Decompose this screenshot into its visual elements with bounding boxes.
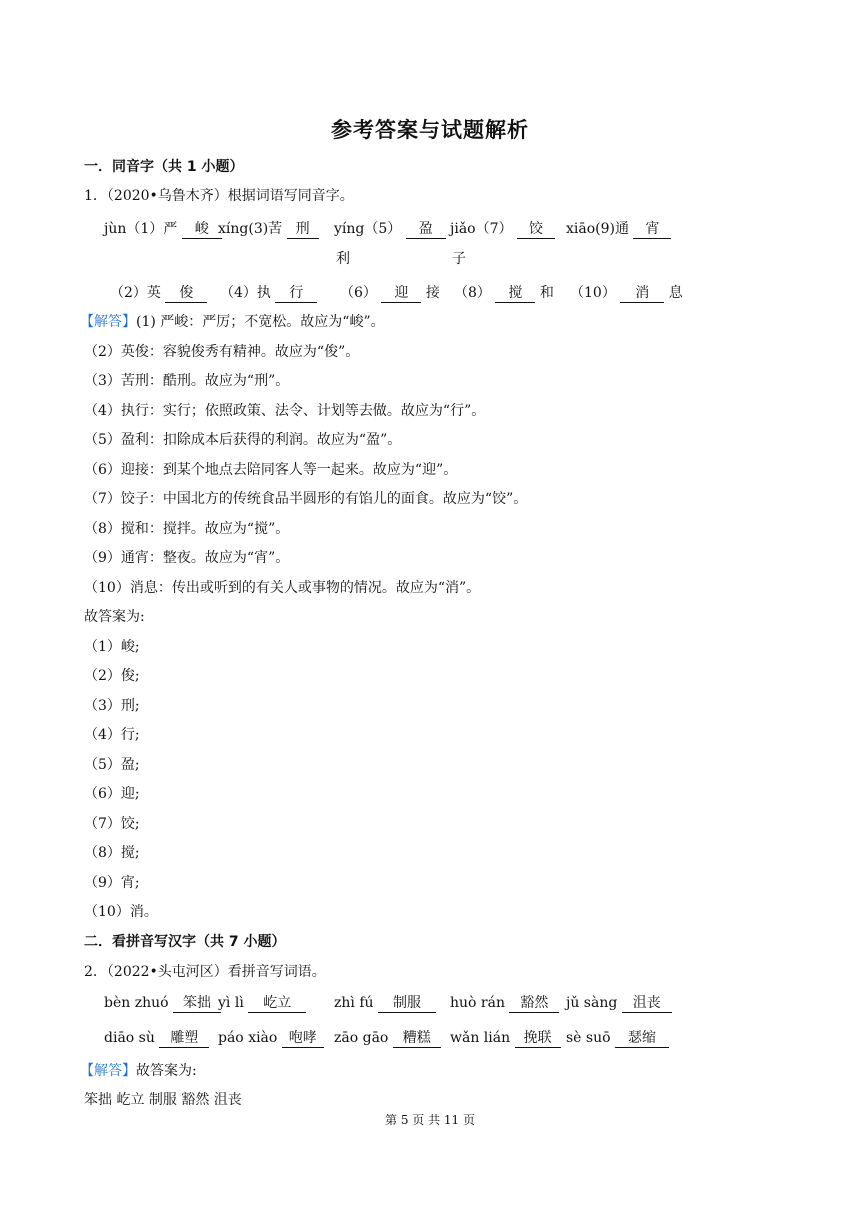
q1-final-9: （9）宵; — [84, 875, 140, 891]
q2-answer-line: 【解答】故答案为: — [80, 1063, 197, 1079]
q1-final-3: （3）刑; — [84, 698, 140, 714]
q1-final-7: （7）饺; — [84, 816, 140, 832]
q2-row2-item4: wǎn lián 挽联 — [450, 1029, 561, 1048]
q1-final-2: （2）俊; — [84, 668, 140, 684]
q1-explain-9: （9）通宵：整夜。故应为“宵”。 — [84, 550, 290, 566]
q1-explain-3: （3）苦刑：酷刑。故应为“刑”。 — [84, 373, 290, 389]
answer-tag: 【解答】 — [80, 314, 136, 330]
q1-row2-item4: （8） 搅 和 — [454, 285, 554, 301]
question-1-stem: 1．（2020•乌鲁木齐）根据词语写同音字。 — [84, 188, 354, 204]
q1-row1-item3: yíng（5） 盈 — [334, 218, 446, 239]
answer-blank: 宵 — [633, 220, 671, 239]
q1-final-4: （4）行; — [84, 727, 140, 743]
q1-explain-7: （7）饺子：中国北方的传统食品半圆形的有馅儿的面食。故应为“饺”。 — [84, 491, 528, 507]
q1-row1-item4: jiǎo（7） 饺 — [450, 218, 555, 239]
answer-tag: 【解答】 — [80, 1063, 136, 1079]
q2-row2-item1: diāo sù 雕塑 — [104, 1029, 209, 1048]
q1-row2-item5: （10） 消 息 — [570, 285, 683, 301]
q2-row1-item4: huò rán 豁然 — [450, 994, 559, 1013]
q1-final-10: （10）消。 — [84, 904, 158, 920]
answer-blank: 挽联 — [515, 1029, 561, 1048]
answer-blank: 咆哮 — [282, 1029, 324, 1048]
question-2-stem: 2．（2022•头屯河区）看拼音写词语。 — [84, 964, 326, 980]
q1-explain-6: （6）迎接：到某个地点去陪同客人等一起来。故应为“迎”。 — [84, 462, 458, 478]
answer-blank: 迎 — [381, 284, 421, 303]
answer-blank: 刑 — [287, 220, 319, 239]
q1-final-1: （1）峻; — [84, 639, 140, 655]
answer-blank: 消 — [620, 284, 664, 303]
section-heading-1: 一．同音字（共 1 小题） — [84, 159, 244, 175]
q1-row1-item2: xíng(3)苦 刑 — [218, 218, 319, 239]
q1-answer-line-1: 【解答】(1) 严峻：严厉；不宽松。故应为“峻”。 — [80, 314, 385, 330]
q1-row2-item3: （6） 迎 接 — [340, 285, 440, 301]
q1-wrap-char-1: 利 — [336, 251, 350, 267]
q1-final-6: （6）迎; — [84, 786, 140, 802]
answer-blank: 饺 — [517, 220, 555, 239]
answer-blank: 糟糕 — [393, 1029, 441, 1048]
q1-wrap-char-2: 子 — [452, 251, 466, 267]
q2-row1-item1: bèn zhuó 笨拙 — [104, 994, 221, 1013]
answer-blank: 行 — [275, 284, 317, 303]
q1-row2-item1: （2）英 俊 — [110, 282, 207, 303]
q2-final-answer: 笨拙 屹立 制服 豁然 沮丧 — [84, 1092, 242, 1108]
answer-blank: 瑟缩 — [615, 1029, 669, 1048]
answer-blank: 雕塑 — [159, 1029, 209, 1048]
section-heading-2: 二．看拼音写汉字（共 7 小题） — [84, 934, 286, 950]
q1-row1-item1: jùn（1）严 峻 — [104, 218, 222, 239]
q1-answer-label: 故答案为: — [84, 609, 145, 625]
q1-explain-2: （2）英俊：容貌俊秀有精神。故应为“俊”。 — [84, 344, 360, 360]
q2-row2-item3: zāo gāo 糟糕 — [334, 1029, 441, 1048]
q2-row2-item2: páo xiào 咆哮 — [218, 1029, 324, 1048]
answer-blank: 豁然 — [509, 994, 559, 1013]
q2-row1-item5: jǔ sàng 沮丧 — [566, 994, 672, 1013]
answer-blank: 俊 — [165, 284, 207, 303]
q1-final-5: （5）盈; — [84, 757, 140, 773]
answer-blank: 搅 — [495, 284, 535, 303]
q2-row1-item3: zhì fú 制服 — [334, 994, 436, 1013]
q2-row1-item2: yì lì 屹立 — [218, 994, 306, 1013]
q1-final-8: （8）搅; — [84, 845, 140, 861]
q1-explain-10: （10）消息：传出或听到的有关人或事物的情况。故应为“消”。 — [84, 580, 481, 596]
answer-blank: 盈 — [406, 220, 446, 239]
q1-row1-item5: xiāo(9)通 宵 — [566, 218, 671, 239]
page-title: 参考答案与试题解析 — [331, 118, 529, 142]
q1-row2-item2: （4）执 行 — [220, 282, 317, 303]
q1-explain-5: （5）盈利：扣除成本后获得的利润。故应为“盈”。 — [84, 432, 402, 448]
answer-blank: 沮丧 — [622, 994, 672, 1013]
answer-blank: 制服 — [378, 994, 436, 1013]
answer-blank: 屹立 — [248, 994, 306, 1013]
q1-explain-4: （4）执行：实行；依照政策、法令、计划等去做。故应为“行”。 — [84, 403, 486, 419]
q1-explain-8: （8）搅和：搅拌。故应为“搅”。 — [84, 521, 290, 537]
q2-row2-item5: sè suō 瑟缩 — [566, 1029, 669, 1048]
answer-blank: 笨拙 — [173, 994, 221, 1013]
answer-blank: 峻 — [182, 220, 222, 239]
page-footer: 第 5 页 共 11 页 — [385, 1113, 475, 1127]
